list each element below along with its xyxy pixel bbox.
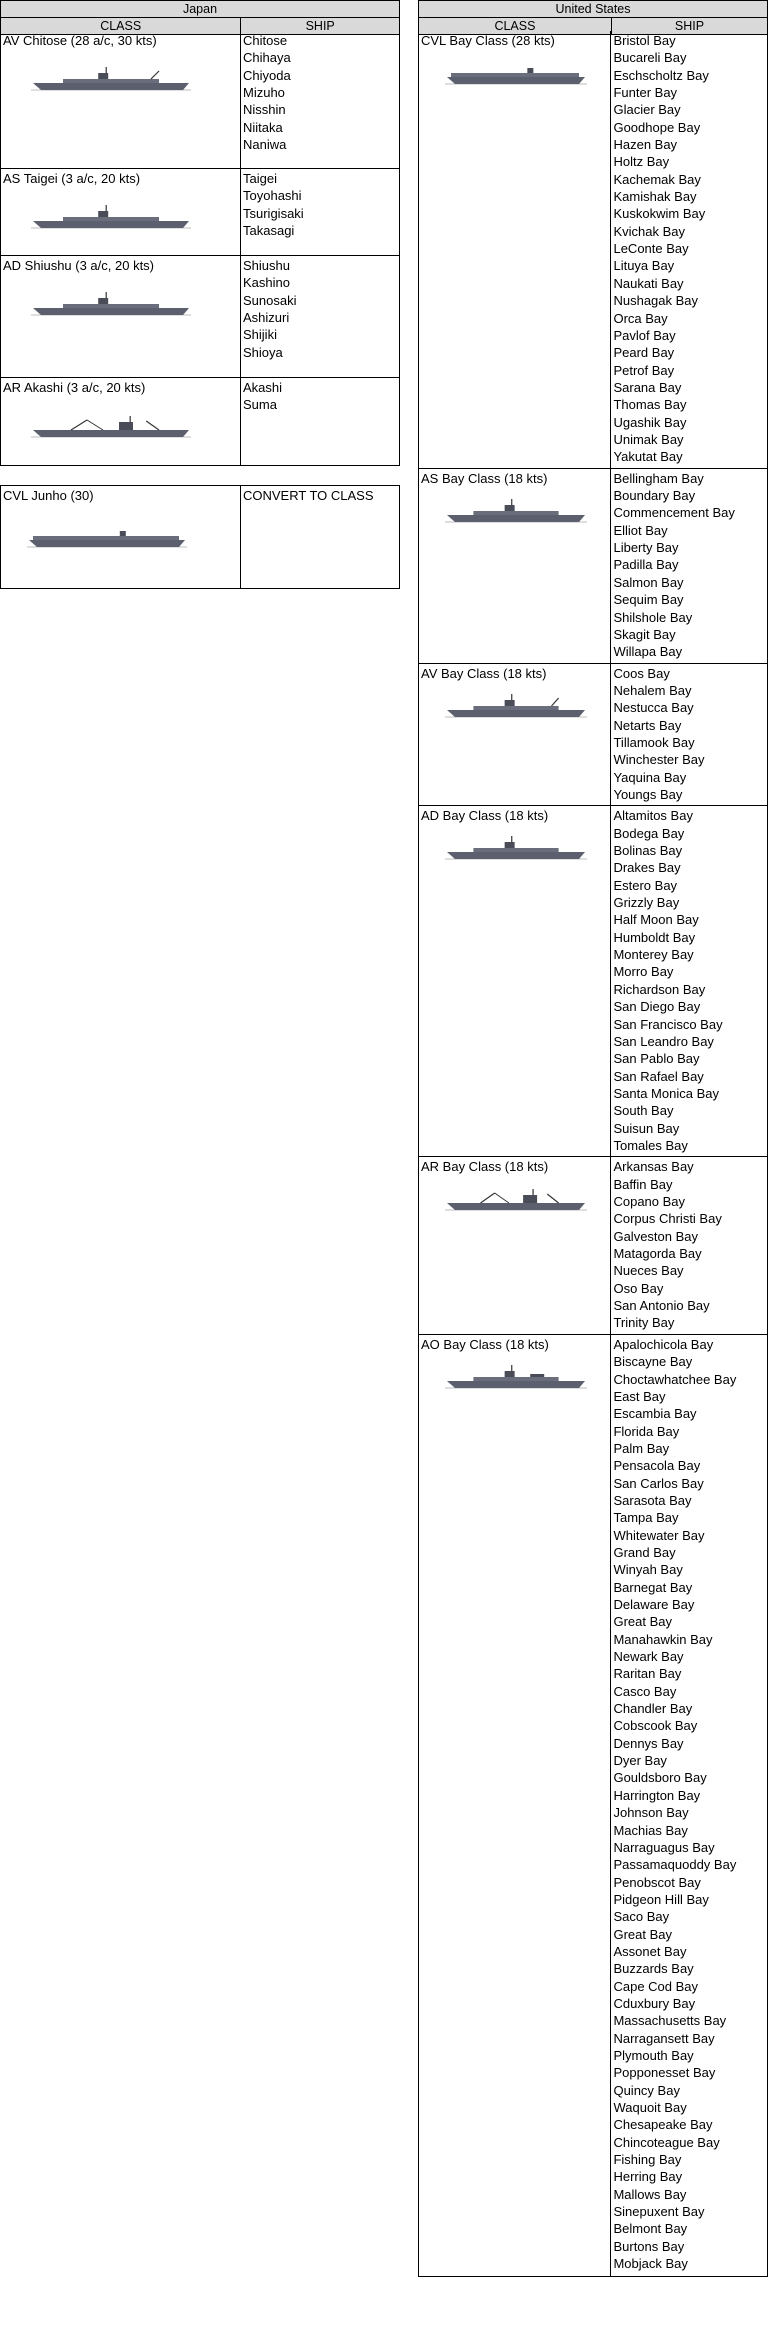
- usa-class-cell: [419, 469, 611, 663]
- ship-name: Dennys Bay: [613, 1735, 684, 1751]
- ship-name: Kamishak Bay: [613, 189, 697, 205]
- class-name: AR Akashi (3 a/c, 20 kts): [3, 380, 146, 395]
- ship-name: Kvichak Bay: [613, 223, 686, 239]
- ship-name: Popponesset Bay: [613, 2065, 716, 2081]
- ship-name: San Francisco Bay: [613, 1016, 723, 1032]
- class-name: AD Bay Class (18 kts): [421, 808, 549, 824]
- usa-ship-list: [611, 469, 767, 663]
- ship-name: Belmont Bay: [613, 2221, 688, 2237]
- ship-name: Casco Bay: [613, 1683, 677, 1699]
- ship-name: Naukati Bay: [613, 275, 684, 291]
- ship-name: Palm Bay: [613, 1440, 670, 1456]
- ship-name: Tillamook Bay: [613, 734, 695, 750]
- ship-name: Pavlof Bay: [613, 327, 676, 343]
- ship-name: Newark Bay: [613, 1649, 684, 1665]
- ship-name: Saco Bay: [613, 1909, 670, 1925]
- japan-class-row: [1, 169, 399, 256]
- ship-name: East Bay: [613, 1388, 666, 1404]
- ship-name: Bucareli Bay: [613, 50, 687, 66]
- ship-name: Tsurigisaki: [243, 205, 304, 221]
- ship-name: Machias Bay: [613, 1822, 688, 1838]
- japan-class-row: [1, 378, 399, 465]
- ship-name: Shijiki: [243, 327, 277, 343]
- ship-name: Mobjack Bay: [613, 2256, 688, 2272]
- ship-name: Taigei: [243, 171, 277, 186]
- ship-name: Mizuho: [243, 85, 285, 101]
- ship-name: Arkansas Bay: [613, 1159, 694, 1175]
- ship-name: Altamitos Bay: [613, 808, 693, 824]
- japan-extra-class-row: [1, 486, 399, 588]
- repair-ship-icon: [31, 414, 191, 443]
- ship-name: Sarana Bay: [613, 379, 682, 395]
- usa-class-row: [419, 1157, 767, 1335]
- japan-class-row: [1, 256, 399, 378]
- usa-class-row: [419, 664, 767, 807]
- ship-name: Monterey Bay: [613, 947, 694, 963]
- usa-class-cell: [419, 806, 611, 1156]
- ship-name: LeConte Bay: [613, 241, 689, 257]
- ship-name: Assonet Bay: [613, 1943, 687, 1959]
- ship-name: Galveston Bay: [613, 1228, 699, 1244]
- ship-name: Suma: [243, 397, 277, 413]
- ship-name: San Antonio Bay: [613, 1298, 710, 1314]
- usa-class-cell: [419, 664, 611, 806]
- japan-ship-list: [241, 256, 399, 377]
- ship-name: Great Bay: [613, 1614, 672, 1630]
- ship-name: Petrof Bay: [613, 362, 675, 378]
- ship-name: Willapa Bay: [613, 644, 683, 660]
- usa-class-row: [419, 806, 767, 1157]
- ship-name: Nisshin: [243, 102, 286, 118]
- ship-name: Cape Cod Bay: [613, 1978, 699, 1994]
- ship-name: Unimak Bay: [613, 431, 684, 447]
- ship-name: Copano Bay: [613, 1194, 686, 1210]
- ship-name: Chiyoda: [243, 67, 291, 83]
- ship-name: Skagit Bay: [613, 626, 676, 642]
- ship-name: Yakutat Bay: [613, 449, 683, 465]
- submarine-tender-icon: [31, 205, 191, 234]
- usa-ship-header: SHIP: [674, 19, 705, 33]
- ship-name: Ashizuri: [243, 310, 290, 326]
- ship-name: Shilshole Bay: [613, 609, 693, 625]
- usa-class-row: [419, 1335, 767, 2276]
- submarine-tender-icon: [445, 499, 587, 528]
- ship-name: Manahawkin Bay: [613, 1631, 713, 1647]
- ship-name: Commencement Bay: [613, 505, 735, 521]
- ship-name: Dyer Bay: [613, 1753, 667, 1769]
- usa-class-row: [419, 469, 767, 664]
- ship-name: Holtz Bay: [613, 154, 670, 170]
- ship-name: Bristol Bay: [613, 33, 676, 48]
- japan-extra-ship-list: [241, 486, 399, 588]
- japan-table: [0, 0, 400, 32]
- ship-name: Penobscot Bay: [613, 1874, 701, 1890]
- ship-name: Biscayne Bay: [613, 1354, 693, 1370]
- class-name: CVL Junho (30): [3, 488, 94, 503]
- ship-name: Sinepuxent Bay: [613, 2204, 705, 2220]
- ship-name: Chihaya: [243, 50, 291, 66]
- ship-name: Pidgeon Hill Bay: [613, 1891, 709, 1907]
- ship-name: Sequim Bay: [613, 592, 684, 608]
- ship-name: Matagorda Bay: [613, 1246, 702, 1262]
- ship-name: Corpus Christi Bay: [613, 1211, 722, 1227]
- ship-name: Tampa Bay: [613, 1510, 679, 1526]
- japan-ship-header: SHIP: [305, 19, 335, 33]
- ship-name: Lituya Bay: [613, 258, 675, 274]
- ship-name: Netarts Bay: [613, 717, 682, 733]
- ship-name: Half Moon Bay: [613, 912, 699, 928]
- ship-name: Barnegat Bay: [613, 1579, 693, 1595]
- ship-name: Fishing Bay: [613, 2152, 682, 2168]
- ship-name: Winchester Bay: [613, 752, 705, 768]
- ship-name: Nueces Bay: [613, 1263, 684, 1279]
- light-carrier-icon: [27, 524, 187, 553]
- ship-name: Toyohashi: [243, 188, 302, 204]
- ship-name: South Bay: [613, 1103, 674, 1119]
- ship-name: Elliot Bay: [613, 522, 668, 538]
- ship-name: Florida Bay: [613, 1423, 680, 1439]
- ship-name: Coos Bay: [613, 665, 670, 681]
- ship-name: Bellingham Bay: [613, 470, 704, 486]
- usa-class-cell: [419, 1157, 611, 1334]
- ship-name: Bolinas Bay: [613, 843, 683, 859]
- ship-name: Liberty Bay: [613, 540, 679, 556]
- ship-name: Peard Bay: [613, 345, 675, 361]
- ship-name: Baffin Bay: [613, 1176, 673, 1192]
- ship-name: Suisun Bay: [613, 1120, 680, 1136]
- ship-name: Kashino: [243, 275, 290, 291]
- ship-name: Quincy Bay: [613, 2082, 680, 2098]
- class-name: AV Bay Class (18 kts): [421, 665, 547, 681]
- ship-name: Glacier Bay: [613, 102, 681, 118]
- usa-ship-list: [611, 806, 767, 1156]
- class-name: AR Bay Class (18 kts): [421, 1159, 549, 1175]
- ship-name: Pensacola Bay: [613, 1458, 701, 1474]
- ship-name: Chincoteague Bay: [613, 2134, 720, 2150]
- ship-name: Massachusetts Bay: [613, 2013, 727, 2029]
- usa-ship-list: [611, 1157, 767, 1334]
- usa-class-cell: [419, 31, 611, 468]
- ship-name: Padilla Bay: [613, 557, 679, 573]
- japan-class-row: [1, 31, 399, 169]
- destroyer-tender-icon: [445, 836, 587, 865]
- ship-name: Ugashik Bay: [613, 414, 687, 430]
- japan-class-cell: [1, 256, 241, 377]
- ship-name: Shioya: [243, 344, 283, 360]
- ship-name: Goodhope Bay: [613, 119, 701, 135]
- japan-class-cell: [1, 169, 241, 255]
- ship-name: Yaquina Bay: [613, 769, 687, 785]
- ship-name: Choctawhatchee Bay: [613, 1371, 737, 1387]
- usa-class-cell: [419, 1335, 611, 2276]
- ship-name: Winyah Bay: [613, 1562, 683, 1578]
- ship-name: Narragansett Bay: [613, 2030, 715, 2046]
- class-name: AD Shiushu (3 a/c, 20 kts): [3, 258, 155, 273]
- repair-ship-icon: [445, 1187, 587, 1216]
- ship-name: Plymouth Bay: [613, 2047, 694, 2063]
- ship-name: Morro Bay: [613, 964, 674, 980]
- ship-name: Buzzards Bay: [613, 1961, 694, 1977]
- ship-name: Drakes Bay: [613, 860, 681, 876]
- japan-class-cell: [1, 378, 241, 465]
- ship-name: Waquoit Bay: [613, 2100, 687, 2116]
- usa-class-header: CLASS: [419, 18, 612, 34]
- ship-name: Raritan Bay: [613, 1666, 682, 1682]
- ship-name: Burtons Bay: [613, 2238, 685, 2254]
- ship-name: Passamaquoddy Bay: [613, 1857, 737, 1873]
- ship-name: Youngs Bay: [613, 787, 683, 802]
- seaplane-tender-icon: [31, 67, 191, 96]
- usa-header: United States: [419, 1, 767, 18]
- ship-name: Thomas Bay: [613, 397, 687, 413]
- ship-name: Grizzly Bay: [613, 895, 680, 911]
- light-carrier-icon: [445, 61, 587, 90]
- ship-name: Oso Bay: [613, 1280, 664, 1296]
- ship-name: Nestucca Bay: [613, 700, 694, 716]
- ship-name: Takasagi: [243, 223, 295, 239]
- japan-class-cell: [1, 31, 241, 168]
- ship-name: Cobscook Bay: [613, 1718, 698, 1734]
- ship-name: San Diego Bay: [613, 999, 701, 1015]
- class-name: AV Chitose (28 a/c, 30 kts): [3, 33, 157, 48]
- ship-name: Tomales Bay: [613, 1137, 688, 1153]
- ship-name: Kachemak Bay: [613, 171, 701, 187]
- class-name: AS Taigei (3 a/c, 20 kts): [3, 171, 141, 186]
- usa-table: [418, 0, 768, 32]
- japan-extra-class-cell: [1, 486, 241, 588]
- class-name: CVL Bay Class (28 kts): [421, 33, 555, 48]
- ship-name: Bodega Bay: [613, 825, 685, 841]
- ship-name: Akashi: [243, 380, 283, 395]
- ship-name: Orca Bay: [613, 310, 668, 326]
- ship-name: Nehalem Bay: [613, 682, 692, 698]
- ship-name: Apalochicola Bay: [613, 1336, 714, 1352]
- ship-name: CONVERT TO CLASS: [243, 488, 374, 503]
- ship-name: Shiushu: [243, 258, 290, 273]
- ship-name: Nushagak Bay: [613, 293, 699, 309]
- japan-ship-list: [241, 169, 399, 255]
- ship-name: Funter Bay: [613, 85, 678, 101]
- ship-name: Johnson Bay: [613, 1805, 689, 1821]
- ship-name: Whitewater Bay: [613, 1527, 705, 1543]
- ship-name: San Carlos Bay: [613, 1475, 704, 1491]
- ship-name: Salmon Bay: [613, 574, 684, 590]
- ship-name: Narraguagus Bay: [613, 1839, 715, 1855]
- usa-ship-list: [611, 1335, 767, 2276]
- ship-name: Trinity Bay: [613, 1315, 675, 1331]
- japan-ship-list: [241, 31, 399, 168]
- ship-name: Sarasota Bay: [613, 1492, 692, 1508]
- seaplane-tender-icon: [445, 694, 587, 723]
- ship-name: San Pablo Bay: [613, 1051, 700, 1067]
- ship-name: Sunosaki: [243, 292, 297, 308]
- class-name: AS Bay Class (18 kts): [421, 470, 548, 486]
- ship-name: Chitose: [243, 33, 288, 48]
- ship-name: Herring Bay: [613, 2169, 683, 2185]
- usa-ship-list: [611, 31, 767, 468]
- ship-name: Escambia Bay: [613, 1406, 697, 1422]
- ship-name: Naniwa: [243, 137, 287, 153]
- ship-name: Kuskokwim Bay: [613, 206, 706, 222]
- ship-name: Mallows Bay: [613, 2186, 687, 2202]
- usa-class-row: [419, 31, 767, 469]
- ship-name: Cduxbury Bay: [613, 1995, 696, 2011]
- ship-name: Humboldt Bay: [613, 929, 696, 945]
- ship-name: Eschscholtz Bay: [613, 67, 709, 83]
- ship-name: Niitaka: [243, 119, 283, 135]
- ship-name: Chandler Bay: [613, 1701, 693, 1717]
- ship-name: Richardson Bay: [613, 981, 706, 997]
- class-name: AO Bay Class (18 kts): [421, 1336, 549, 1352]
- usa-ship-list: [611, 664, 767, 806]
- japan-ship-list: [241, 378, 399, 465]
- ship-name: Gouldsboro Bay: [613, 1770, 707, 1786]
- ship-name: Hazen Bay: [613, 137, 678, 153]
- ship-name: Boundary Bay: [613, 488, 696, 504]
- ship-name: Chesapeake Bay: [613, 2117, 713, 2133]
- japan-class-header: CLASS: [1, 18, 241, 34]
- ship-name: Delaware Bay: [613, 1597, 695, 1613]
- ship-name: Santa Monica Bay: [613, 1085, 719, 1101]
- destroyer-tender-icon: [31, 292, 191, 321]
- ship-name: Grand Bay: [613, 1545, 676, 1561]
- japan-header: Japan: [1, 1, 399, 18]
- ship-name: San Leandro Bay: [613, 1033, 714, 1049]
- ship-name: Harrington Bay: [613, 1787, 701, 1803]
- oiler-icon: [445, 1365, 587, 1394]
- ship-name: Estero Bay: [613, 877, 678, 893]
- ship-name: Great Bay: [613, 1926, 672, 1942]
- ship-name: San Rafael Bay: [613, 1068, 704, 1084]
